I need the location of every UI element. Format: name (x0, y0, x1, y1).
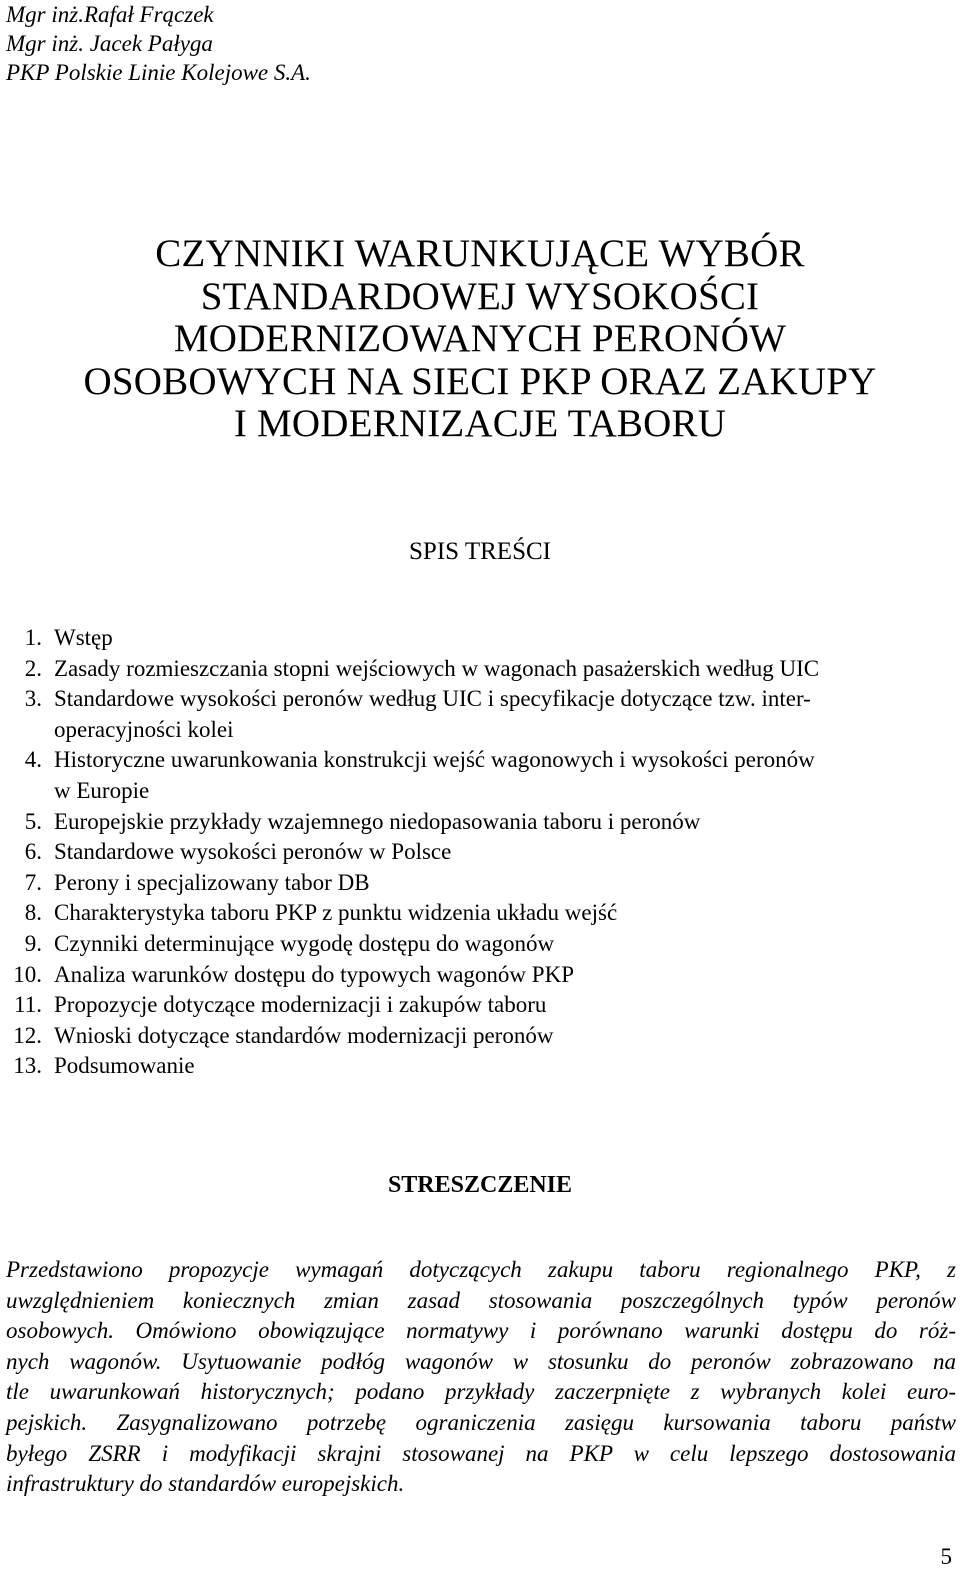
toc-item-text: Charakterystyka taboru PKP z punktu widzenia układu wejść (54, 900, 618, 926)
toc-item (0, 868, 960, 899)
abstract-line: pejskich. Zasygnalizowano potrzebę ograniczenia zasięgu kursowania taboru państw (6, 1409, 956, 1435)
toc-item (0, 1021, 960, 1052)
affiliation-line: PKP Polskie Linie Kolejowe S.A. (6, 60, 311, 85)
toc-item-number: 3. (24, 686, 42, 712)
toc-item-number: 1. (24, 625, 42, 650)
toc-item (0, 1051, 960, 1082)
toc-item (0, 837, 960, 868)
toc-item-number: 8. (24, 900, 42, 926)
toc-item-number: 2. (24, 655, 42, 681)
title-line: MODERNIZOWANYCH PERONÓW (173, 317, 787, 360)
title-line: OSOBOWYCH NA SIECI PKP ORAZ ZAKUPY (83, 359, 877, 403)
page-number: 5 (940, 1544, 952, 1569)
toc-item (0, 807, 960, 838)
title-line: CZYNNIKI WARUNKUJĄCE WYBÓR (155, 232, 805, 275)
toc-item-text: Zasady rozmieszczania stopni wejściowych w wagonach pasażerskich według UIC (54, 655, 820, 681)
toc-item (0, 623, 960, 654)
toc-item-continuation: operacyjności kolei (54, 716, 234, 742)
abstract-line: byłego ZSRR i modyfikacji skrajni stosowanej na PKP w celu lepszego dostosowania (6, 1440, 956, 1466)
toc-item-number: 6. (24, 839, 42, 865)
abstract-line: uwzględnieniem koniecznych zmian zasad stosowania poszczególnych typów peronów (6, 1287, 956, 1313)
toc-item-text: Europejskie przykłady wzajemnego niedopasowania taboru i peronów (54, 808, 701, 834)
toc-item-continuation: w Europie (54, 777, 150, 803)
toc-item-number: 9. (24, 930, 42, 956)
toc-item-number: 11. (14, 992, 42, 1018)
toc-item (0, 990, 960, 1021)
abstract-body (6, 1255, 956, 1500)
author-line: Mgr inż.Rafał Frączek (6, 2, 214, 27)
title-line: STANDARDOWEJ WYSOKOŚCI (200, 274, 760, 318)
authors-block (6, 0, 311, 87)
toc-heading: SPIS TREŚCI (409, 538, 551, 565)
abstract-line: osobowych. Omówiono obowiązujące normatywy i porównano warunki dostępu do róż- (6, 1318, 956, 1344)
toc-item-text: Standardowe wysokości peronów według UIC i specyfikacje dotyczące tzw. inter- (54, 686, 811, 712)
abstract-line: infrastruktury do standardów europejskich. (6, 1471, 405, 1497)
abstract-line: nych wagonów. Usytuowanie podłóg wagonów w stosunku do peronów zobrazowano na (6, 1348, 956, 1374)
toc-item (0, 684, 960, 745)
toc-item-text: Podsumowanie (54, 1053, 195, 1079)
toc-item-number: 7. (24, 869, 42, 895)
toc-item (0, 960, 960, 991)
toc-item (0, 654, 960, 685)
abstract-heading: STRESZCZENIE (387, 1172, 573, 1198)
abstract-line: tle uwarunkowań historycznych; podano przykłady zaczerpnięte z wybranych kolei euro- (6, 1379, 956, 1405)
document-title (0, 233, 960, 446)
toc-item-text: Czynniki determinujące wygodę dostępu do wagonów (54, 930, 555, 956)
toc-item (0, 929, 960, 960)
toc-item-text: Wstęp (54, 625, 113, 650)
toc-item-text: Wnioski dotyczące standardów modernizacji peronów (54, 1022, 554, 1048)
toc-item-number: 10. (13, 961, 42, 987)
toc-item (0, 898, 960, 929)
toc-item-text: Propozycje dotyczące modernizacji i zakupów taboru (54, 992, 547, 1018)
toc-item-text: Perony i specjalizowany tabor DB (54, 869, 370, 895)
toc-item-text: Analiza warunków dostępu do typowych wagonów PKP (54, 961, 574, 987)
toc-item-text: Standardowe wysokości peronów w Polsce (54, 839, 452, 865)
title-line: I MODERNIZACJE TABORU (233, 402, 727, 445)
toc-item-number: 5. (24, 808, 42, 834)
toc-item (0, 745, 960, 806)
table-of-contents (0, 623, 960, 1082)
toc-item-number: 12. (13, 1022, 42, 1048)
toc-item-number: 4. (24, 747, 42, 773)
abstract-line: Przedstawiono propozycje wymagań dotyczących zakupu taboru regionalnego PKP, z (6, 1257, 956, 1282)
toc-item-number: 13. (13, 1053, 42, 1079)
toc-item-text: Historyczne uwarunkowania konstrukcji wejść wagonowych i wysokości peronów (54, 747, 815, 773)
author-line: Mgr inż. Jacek Pałyga (6, 31, 213, 56)
